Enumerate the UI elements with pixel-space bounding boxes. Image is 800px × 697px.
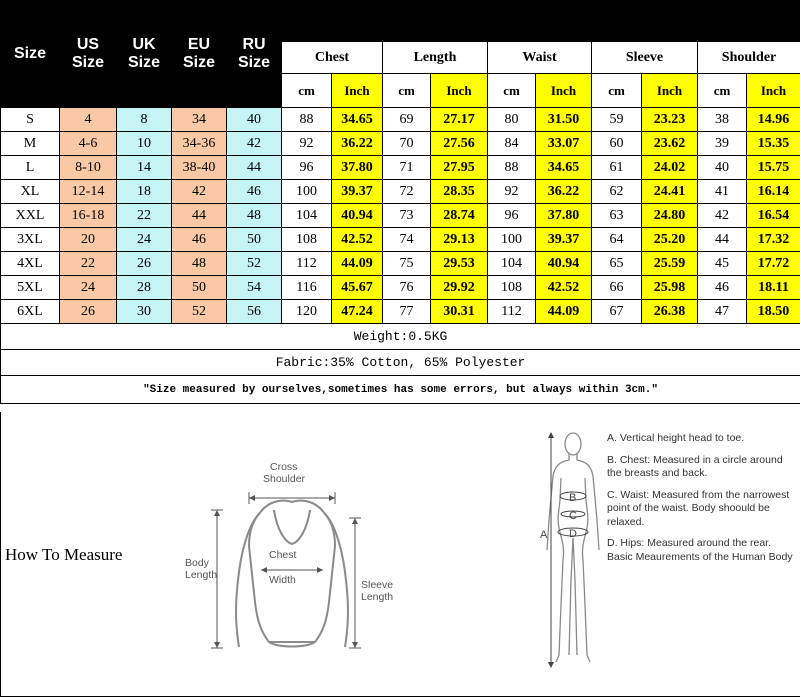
table-row bbox=[1, 156, 800, 180]
header-shoulder: Shoulder bbox=[698, 42, 800, 74]
cell-ru: 54 bbox=[227, 276, 282, 300]
cell-length-cm: 77 bbox=[383, 300, 431, 324]
cell-sleeve-in: 23.23 bbox=[642, 108, 698, 132]
cell-length-cm: 72 bbox=[383, 180, 431, 204]
legend-hips: D. Hips: Measured around the rear. Basic Meaurements of the Human Body bbox=[607, 537, 793, 563]
cell-chest-cm: 92 bbox=[282, 132, 332, 156]
cell-size: S bbox=[1, 108, 60, 132]
weight-info: Weight:0.5KG bbox=[1, 324, 800, 350]
cell-ru: 44 bbox=[227, 156, 282, 180]
unit-inch: Inch bbox=[747, 74, 800, 108]
cell-chest-cm: 104 bbox=[282, 204, 332, 228]
cell-size: 5XL bbox=[1, 276, 60, 300]
cell-uk: 10 bbox=[117, 132, 172, 156]
cell-waist-in: 33.07 bbox=[536, 132, 592, 156]
cell-sleeve-cm: 67 bbox=[592, 300, 642, 324]
cell-us: 20 bbox=[60, 228, 117, 252]
cell-shoulder-in: 16.54 bbox=[747, 204, 800, 228]
unit-inch: Inch bbox=[536, 74, 592, 108]
cell-uk: 24 bbox=[117, 228, 172, 252]
how-to-measure-section bbox=[0, 412, 800, 697]
cell-us: 4 bbox=[60, 108, 117, 132]
body-outline bbox=[547, 433, 599, 662]
cross-shoulder-label: Cross bbox=[270, 461, 298, 473]
cell-chest-in: 36.22 bbox=[332, 132, 383, 156]
cell-sleeve-cm: 60 bbox=[592, 132, 642, 156]
header-waist: Waist bbox=[488, 42, 592, 74]
cell-waist-cm: 88 bbox=[488, 156, 536, 180]
table-row bbox=[1, 180, 800, 204]
header-uk-size: UK Size bbox=[117, 1, 172, 108]
cell-us: 16-18 bbox=[60, 204, 117, 228]
cell-length-in: 27.95 bbox=[431, 156, 488, 180]
table-row bbox=[1, 204, 800, 228]
cell-chest-cm: 112 bbox=[282, 252, 332, 276]
cell-shoulder-cm: 40 bbox=[698, 156, 747, 180]
cell-shoulder-in: 16.14 bbox=[747, 180, 800, 204]
cell-eu: 42 bbox=[172, 180, 227, 204]
cell-length-cm: 71 bbox=[383, 156, 431, 180]
cell-length-in: 28.35 bbox=[431, 180, 488, 204]
cell-us: 24 bbox=[60, 276, 117, 300]
cell-eu: 50 bbox=[172, 276, 227, 300]
cell-length-cm: 75 bbox=[383, 252, 431, 276]
cell-waist-cm: 104 bbox=[488, 252, 536, 276]
cell-waist-cm: 96 bbox=[488, 204, 536, 228]
cell-uk: 18 bbox=[117, 180, 172, 204]
cell-chest-cm: 108 bbox=[282, 228, 332, 252]
cell-sleeve-in: 24.02 bbox=[642, 156, 698, 180]
legend-height: A. Vertical height head to toe. bbox=[607, 432, 745, 444]
cell-sleeve-in: 26.38 bbox=[642, 300, 698, 324]
cell-ru: 56 bbox=[227, 300, 282, 324]
unit-cm: cm bbox=[592, 74, 642, 108]
cell-shoulder-cm: 42 bbox=[698, 204, 747, 228]
cell-length-in: 29.92 bbox=[431, 276, 488, 300]
cell-eu: 34-36 bbox=[172, 132, 227, 156]
cell-shoulder-cm: 46 bbox=[698, 276, 747, 300]
cell-sleeve-cm: 65 bbox=[592, 252, 642, 276]
cell-ru: 40 bbox=[227, 108, 282, 132]
unit-cm: cm bbox=[488, 74, 536, 108]
cell-us: 8-10 bbox=[60, 156, 117, 180]
cell-waist-cm: 112 bbox=[488, 300, 536, 324]
chest-width-label: Chest bbox=[269, 549, 297, 561]
header-length: Length bbox=[383, 42, 488, 74]
cell-eu: 34 bbox=[172, 108, 227, 132]
cell-shoulder-in: 18.50 bbox=[747, 300, 800, 324]
unit-inch: Inch bbox=[332, 74, 383, 108]
cell-shoulder-cm: 44 bbox=[698, 228, 747, 252]
cell-sleeve-in: 23.62 bbox=[642, 132, 698, 156]
unit-cm: cm bbox=[383, 74, 431, 108]
cell-uk: 26 bbox=[117, 252, 172, 276]
cell-eu: 38-40 bbox=[172, 156, 227, 180]
cell-uk: 30 bbox=[117, 300, 172, 324]
unit-cm: cm bbox=[282, 74, 332, 108]
table-row bbox=[1, 228, 800, 252]
cell-size: XL bbox=[1, 180, 60, 204]
cell-shoulder-cm: 38 bbox=[698, 108, 747, 132]
body-length-label: Body bbox=[185, 557, 209, 569]
cell-sleeve-in: 25.59 bbox=[642, 252, 698, 276]
table-body bbox=[1, 108, 800, 324]
cell-length-in: 28.74 bbox=[431, 204, 488, 228]
cell-ru: 42 bbox=[227, 132, 282, 156]
table-row bbox=[1, 300, 800, 324]
cell-waist-cm: 80 bbox=[488, 108, 536, 132]
header-size: Size bbox=[1, 1, 60, 108]
cell-uk: 8 bbox=[117, 108, 172, 132]
header-black-bar bbox=[282, 1, 800, 42]
unit-cm: cm bbox=[698, 74, 747, 108]
body-length-label-2: Length bbox=[185, 569, 218, 581]
cell-ru: 46 bbox=[227, 180, 282, 204]
cell-length-in: 27.17 bbox=[431, 108, 488, 132]
cell-sleeve-cm: 62 bbox=[592, 180, 642, 204]
cell-length-cm: 69 bbox=[383, 108, 431, 132]
cell-shoulder-cm: 41 bbox=[698, 180, 747, 204]
cell-waist-cm: 108 bbox=[488, 276, 536, 300]
cell-length-in: 27.56 bbox=[431, 132, 488, 156]
body-measure-figure bbox=[529, 430, 609, 685]
cell-ru: 50 bbox=[227, 228, 282, 252]
cell-sleeve-in: 24.41 bbox=[642, 180, 698, 204]
cell-length-cm: 70 bbox=[383, 132, 431, 156]
cell-chest-in: 45.67 bbox=[332, 276, 383, 300]
cell-sleeve-cm: 61 bbox=[592, 156, 642, 180]
header-us-size: US Size bbox=[60, 1, 117, 108]
cell-uk: 28 bbox=[117, 276, 172, 300]
cell-sleeve-in: 25.20 bbox=[642, 228, 698, 252]
cell-shoulder-cm: 39 bbox=[698, 132, 747, 156]
unit-inch: Inch bbox=[431, 74, 488, 108]
cell-size: 3XL bbox=[1, 228, 60, 252]
cell-chest-cm: 116 bbox=[282, 276, 332, 300]
cell-waist-in: 42.52 bbox=[536, 276, 592, 300]
chest-width-label-2: Width bbox=[269, 574, 296, 586]
cell-eu: 52 bbox=[172, 300, 227, 324]
cell-sleeve-cm: 59 bbox=[592, 108, 642, 132]
cell-shoulder-in: 17.32 bbox=[747, 228, 800, 252]
header-chest: Chest bbox=[282, 42, 383, 74]
sweater-measure-diagram bbox=[177, 452, 407, 657]
table-row bbox=[1, 108, 800, 132]
cell-chest-in: 39.37 bbox=[332, 180, 383, 204]
cell-shoulder-in: 15.75 bbox=[747, 156, 800, 180]
body-letter-a: A bbox=[540, 529, 548, 541]
cell-ru: 52 bbox=[227, 252, 282, 276]
cell-waist-cm: 84 bbox=[488, 132, 536, 156]
cell-sleeve-in: 25.98 bbox=[642, 276, 698, 300]
legend-chest: B. Chest: Measured in a circle around the breasts and back. bbox=[607, 453, 783, 479]
cell-shoulder-in: 14.96 bbox=[747, 108, 800, 132]
cell-chest-in: 40.94 bbox=[332, 204, 383, 228]
header-eu-size: EU Size bbox=[172, 1, 227, 108]
cell-chest-cm: 88 bbox=[282, 108, 332, 132]
cell-waist-in: 40.94 bbox=[536, 252, 592, 276]
cell-length-cm: 74 bbox=[383, 228, 431, 252]
cell-sleeve-in: 24.80 bbox=[642, 204, 698, 228]
cross-shoulder-label-2: Shoulder bbox=[263, 473, 306, 485]
legend-waist: C. Waist: Measured from the narrowest point of the waist. Body shoould be relaxed. bbox=[607, 488, 790, 528]
cell-length-cm: 76 bbox=[383, 276, 431, 300]
cell-waist-in: 39.37 bbox=[536, 228, 592, 252]
cell-size: 6XL bbox=[1, 300, 60, 324]
measurement-note: "Size measured by ourselves,sometimes has some errors, but always within 3cm." bbox=[1, 376, 800, 404]
cell-waist-in: 34.65 bbox=[536, 156, 592, 180]
cell-shoulder-in: 15.35 bbox=[747, 132, 800, 156]
cell-waist-in: 44.09 bbox=[536, 300, 592, 324]
cell-waist-in: 36.22 bbox=[536, 180, 592, 204]
body-letter-b: B bbox=[569, 492, 577, 504]
cell-shoulder-in: 17.72 bbox=[747, 252, 800, 276]
measure-legend bbox=[607, 432, 797, 572]
cell-size: M bbox=[1, 132, 60, 156]
cell-waist-in: 37.80 bbox=[536, 204, 592, 228]
header-sleeve: Sleeve bbox=[592, 42, 698, 74]
cell-size: XXL bbox=[1, 204, 60, 228]
cell-waist-cm: 92 bbox=[488, 180, 536, 204]
cell-waist-cm: 100 bbox=[488, 228, 536, 252]
cell-chest-in: 47.24 bbox=[332, 300, 383, 324]
cell-us: 4-6 bbox=[60, 132, 117, 156]
table-row bbox=[1, 132, 800, 156]
cell-sleeve-cm: 63 bbox=[592, 204, 642, 228]
cell-eu: 48 bbox=[172, 252, 227, 276]
cell-us: 26 bbox=[60, 300, 117, 324]
cell-chest-in: 44.09 bbox=[332, 252, 383, 276]
cell-length-cm: 73 bbox=[383, 204, 431, 228]
unit-inch: Inch bbox=[642, 74, 698, 108]
table-row bbox=[1, 276, 800, 300]
cell-sleeve-cm: 66 bbox=[592, 276, 642, 300]
cell-length-in: 29.53 bbox=[431, 252, 488, 276]
cell-chest-in: 34.65 bbox=[332, 108, 383, 132]
cell-length-in: 29.13 bbox=[431, 228, 488, 252]
sleeve-length-label-2: Length bbox=[361, 591, 394, 603]
cell-us: 12-14 bbox=[60, 180, 117, 204]
cell-uk: 14 bbox=[117, 156, 172, 180]
cell-ru: 48 bbox=[227, 204, 282, 228]
cell-waist-in: 31.50 bbox=[536, 108, 592, 132]
cell-shoulder-in: 18.11 bbox=[747, 276, 800, 300]
cell-us: 22 bbox=[60, 252, 117, 276]
cell-chest-cm: 96 bbox=[282, 156, 332, 180]
cell-eu: 44 bbox=[172, 204, 227, 228]
cross-shoulder-arrow bbox=[211, 492, 361, 648]
body-letter-c: C bbox=[569, 510, 577, 522]
how-to-measure-title: How To Measure bbox=[5, 545, 123, 564]
cell-uk: 22 bbox=[117, 204, 172, 228]
body-letter-d: D bbox=[569, 528, 577, 540]
cell-shoulder-cm: 47 bbox=[698, 300, 747, 324]
cell-eu: 46 bbox=[172, 228, 227, 252]
cell-chest-in: 42.52 bbox=[332, 228, 383, 252]
fabric-info: Fabric:35% Cotton, 65% Polyester bbox=[1, 350, 800, 376]
cell-shoulder-cm: 45 bbox=[698, 252, 747, 276]
sleeve-length-label: Sleeve bbox=[361, 579, 394, 591]
cell-chest-cm: 120 bbox=[282, 300, 332, 324]
cell-size: L bbox=[1, 156, 60, 180]
cell-chest-in: 37.80 bbox=[332, 156, 383, 180]
cell-length-in: 30.31 bbox=[431, 300, 488, 324]
header-ru-size: RU Size bbox=[227, 1, 282, 108]
cell-chest-cm: 100 bbox=[282, 180, 332, 204]
table-row bbox=[1, 252, 800, 276]
cell-sleeve-cm: 64 bbox=[592, 228, 642, 252]
cell-size: 4XL bbox=[1, 252, 60, 276]
